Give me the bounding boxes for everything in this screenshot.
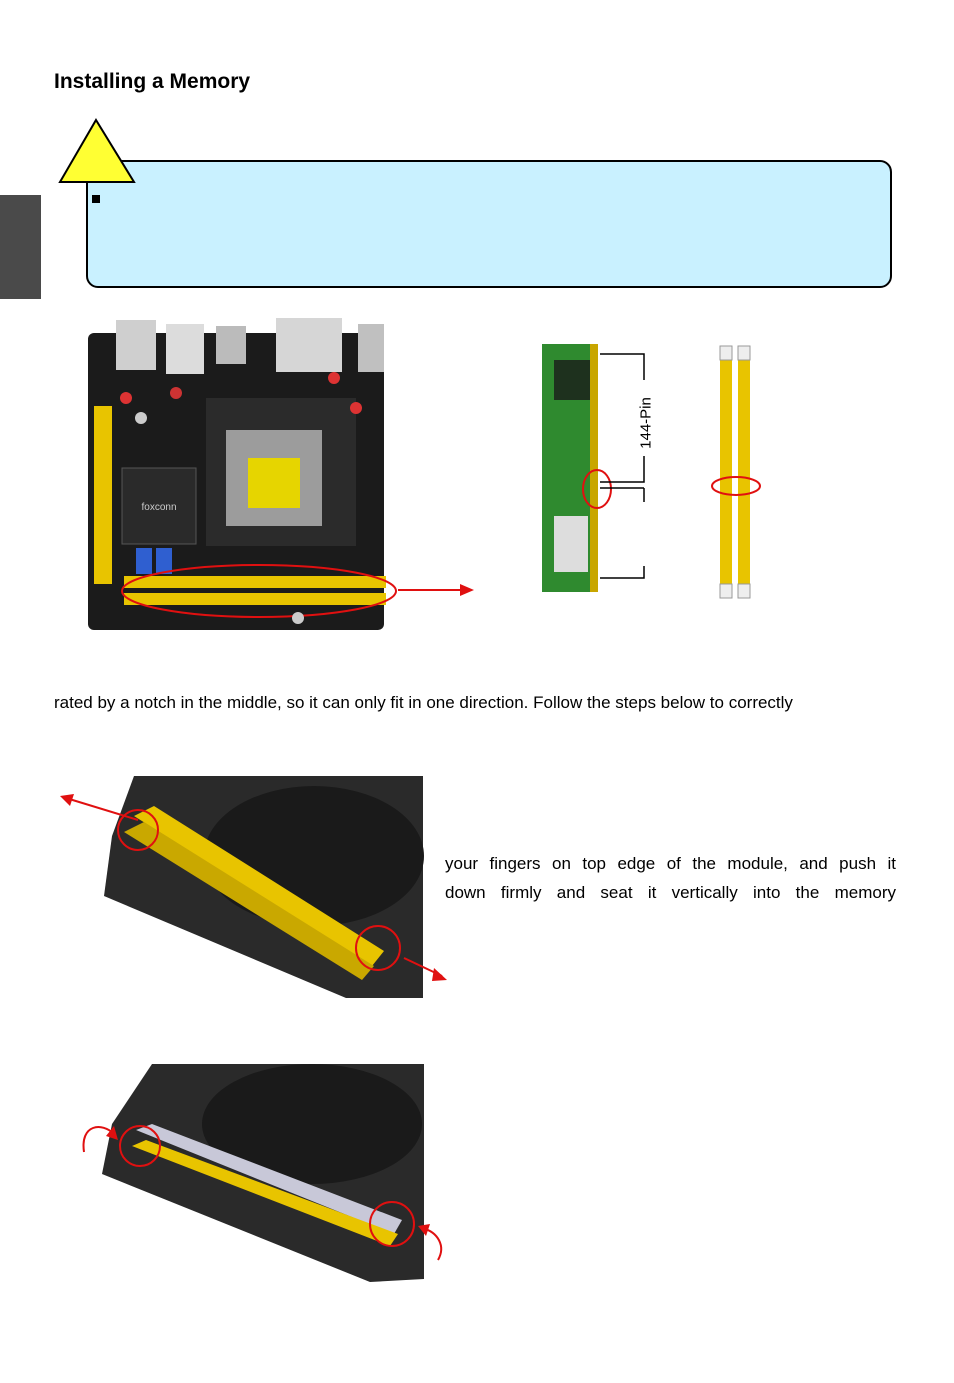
svg-text:foxconn: foxconn (141, 502, 177, 513)
close-latches-photo (72, 1064, 450, 1286)
step-1-line-2: down firmly and seat it vertically into the memory (445, 883, 896, 902)
step-1-line-1: your fingers on top edge of the module, and push it (445, 854, 896, 873)
open-latches-photo (54, 776, 448, 1000)
page-title: Installing a Memory (54, 70, 251, 93)
step-1-text (445, 849, 896, 907)
warning-triangle-icon (58, 118, 138, 186)
body-text-line: rated by a notch in the middle, so it can only fit in one direction. Follow the steps below to correctly (54, 693, 793, 712)
caution-box (86, 160, 892, 288)
chapter-side-tab (0, 195, 41, 299)
dimm-slot-figure (700, 344, 770, 602)
motherboard-figure (86, 318, 476, 634)
pin-count-label: 144-Pin (637, 397, 655, 449)
dimm-module-figure (540, 340, 660, 596)
square-bullet-icon (92, 195, 100, 203)
